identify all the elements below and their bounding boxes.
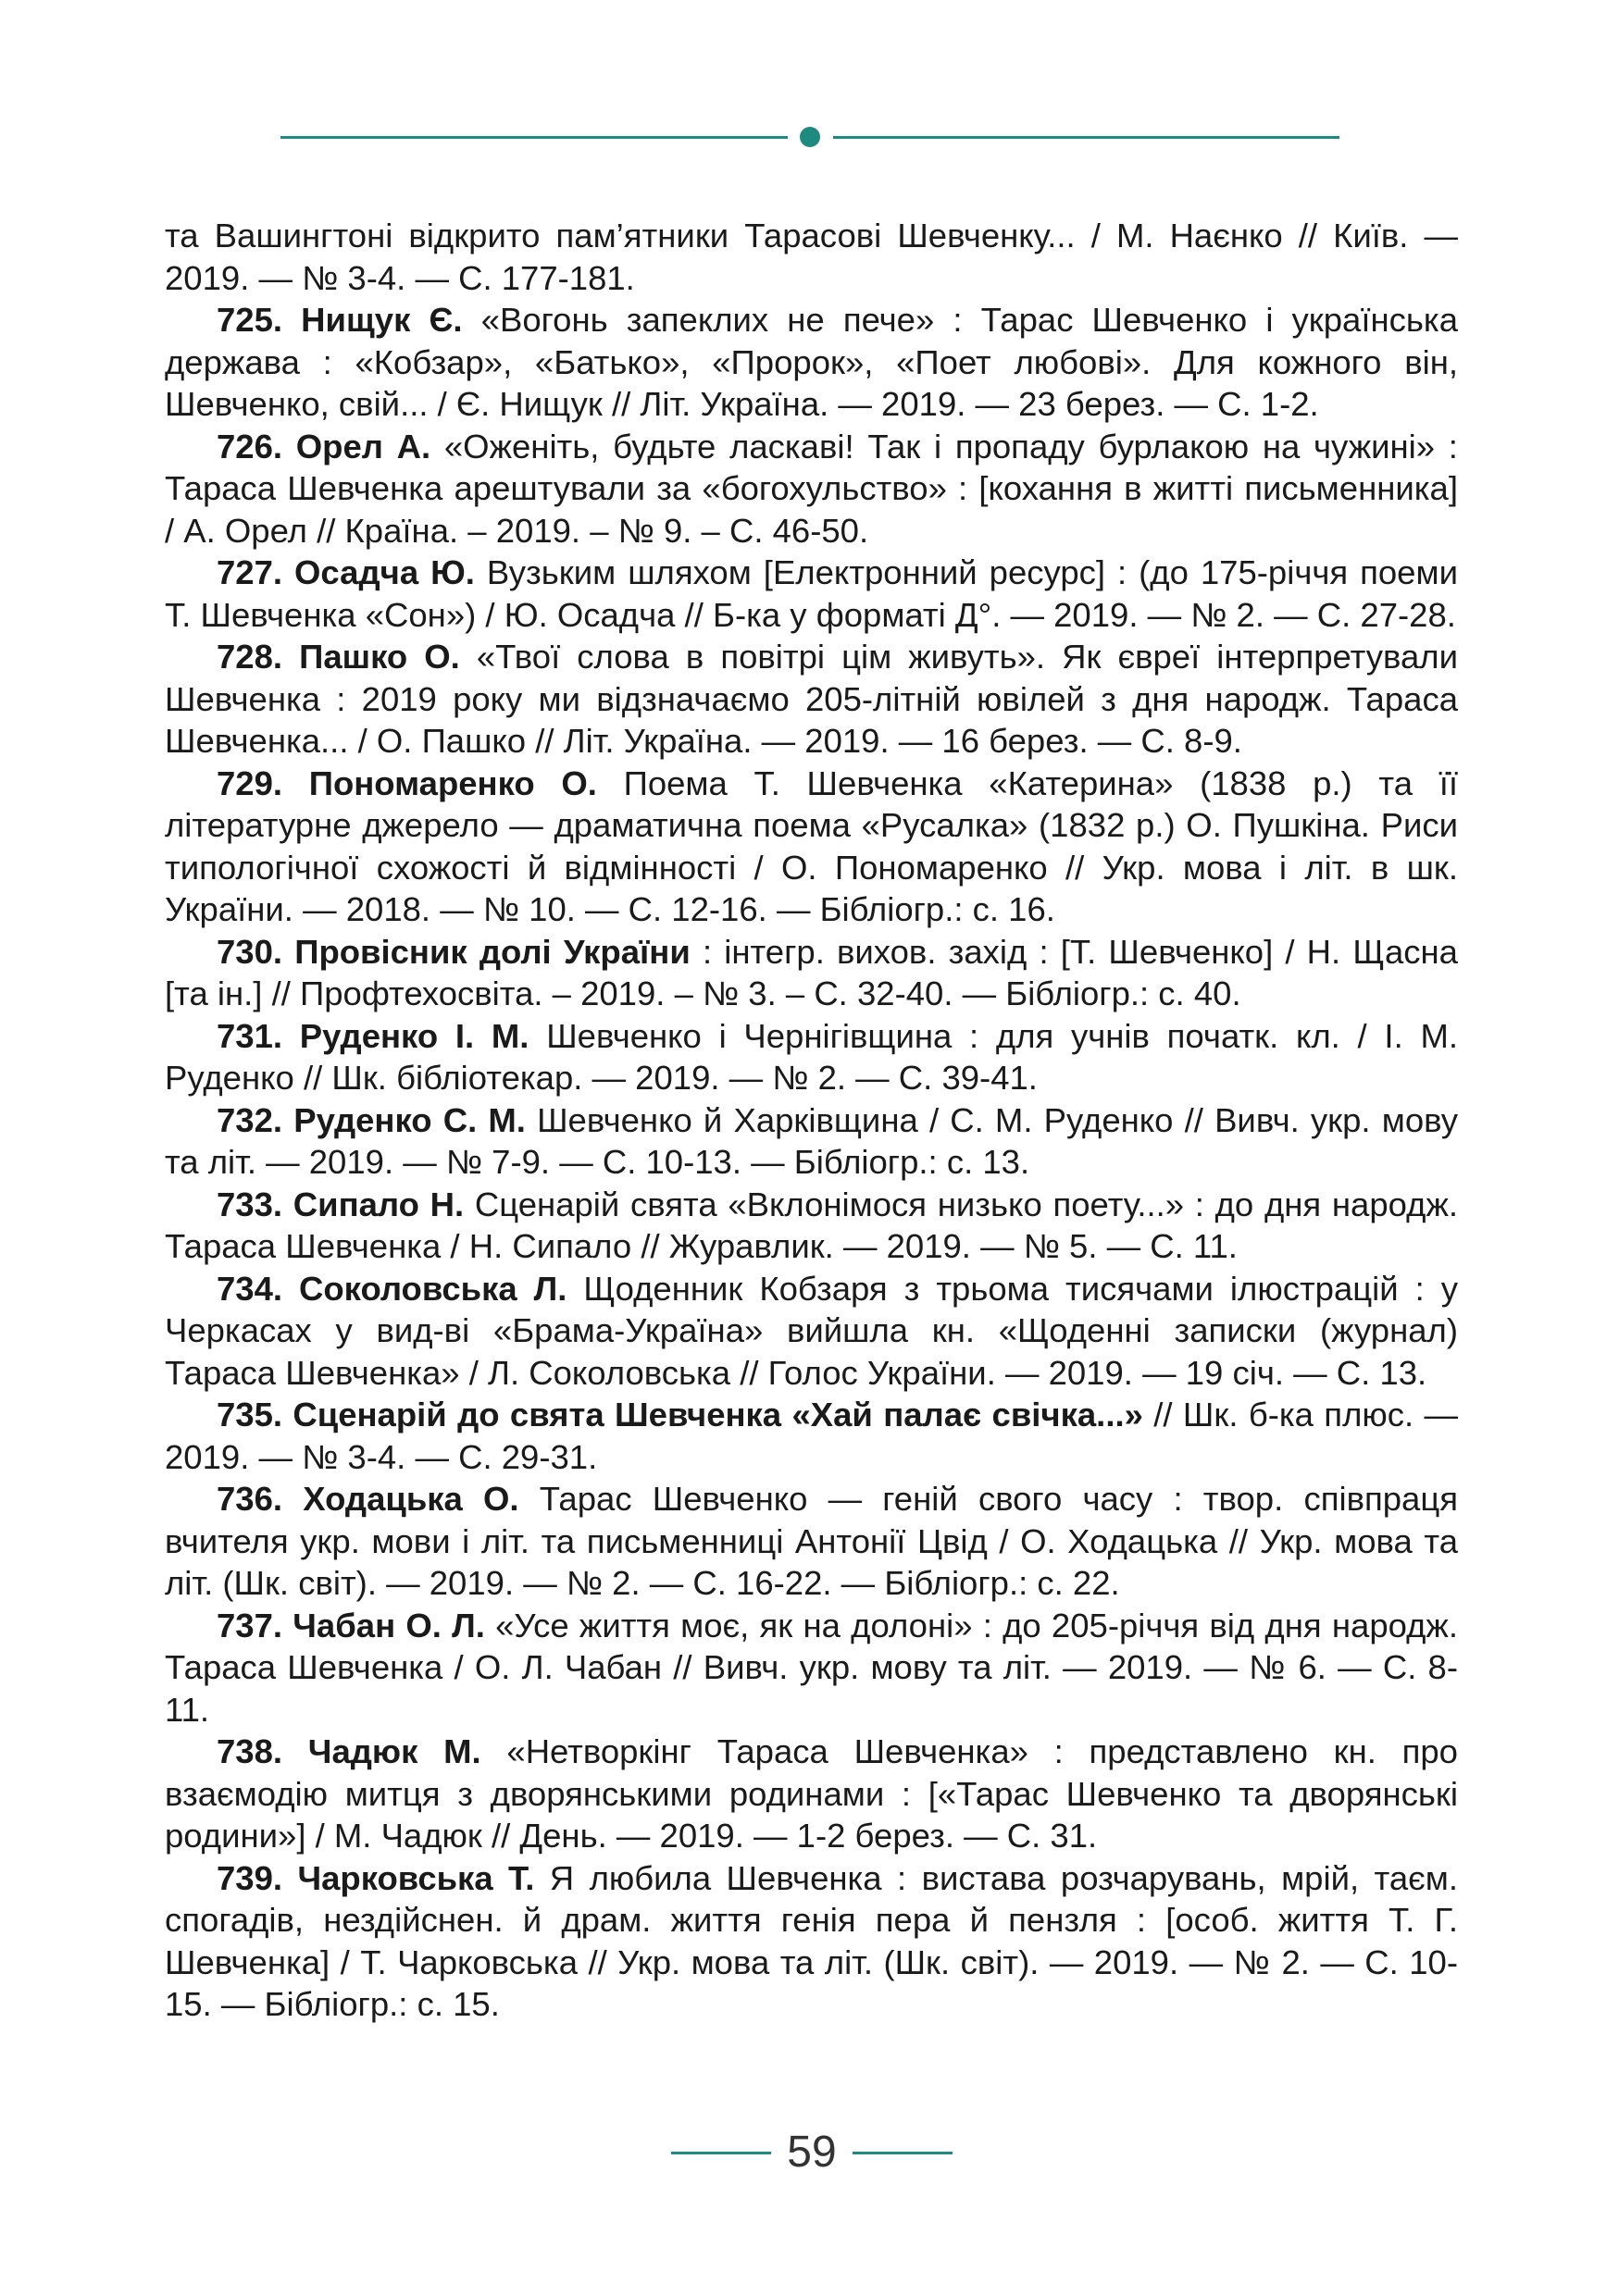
entry-author: Чабан О. Л. xyxy=(293,1606,485,1644)
entry-author: Орел А. xyxy=(295,427,431,465)
bibliography-entry xyxy=(165,763,1458,931)
entry-number: 727. xyxy=(217,553,283,591)
bibliography-entry xyxy=(165,1394,1458,1478)
entry-text: Тарас Шевченко — геній свого часу : твор. співпраця вчителя укр. мови і літ. та письменниці Антонії Цвід / О. Ходацька // Укр. мова та літ. (Шк. світ). — 2019. — № 2. — С. 16-22. — Бібліогр.: с. 22. xyxy=(165,1480,1458,1602)
entry-text: : інтегр. вихов. захід : [Т. Шевченко] / Н. Щасна [та ін.] // Профтехосвіта. – 2019. – № 3. – С. 32-40. — Бібліогр.: с. 40. xyxy=(165,932,1458,1012)
bibliography-list xyxy=(165,215,1458,2026)
entries-container xyxy=(165,299,1458,2026)
bibliography-entry xyxy=(165,931,1458,1015)
entry-text: Шевченко й Харківщина / С. М. Руденко // Вивч. укр. мову та літ. — 2019. — № 7-9. — С. 10-13. — Бібліогр.: с. 13. xyxy=(165,1100,1458,1181)
entry-text: Сценарій свята «Вклонімося низько поету...» : до дня народж. Тараса Шевченка / Н. Сипало // Журавлик. — 2019. — № 5. — С. 11. xyxy=(165,1185,1458,1265)
bibliography-entry xyxy=(165,636,1458,763)
entry-author: Чарковська Т. xyxy=(297,1858,535,1897)
entry-number: 736. xyxy=(217,1480,283,1518)
bibliography-entry xyxy=(165,426,1458,552)
bibliography-entry xyxy=(165,1184,1458,1268)
entry-text: «Усе життя моє, як на долоні» : до 205-річчя від дня народж. Тараса Шевченка / О. Л. Чабан // Вивч. укр. мову та літ. — 2019. — № 6. — С. 8-11. xyxy=(165,1606,1458,1729)
entry-author: Сипало Н. xyxy=(293,1185,465,1223)
entry-text: Шевченко і Чернігівщина : для учнів початк. кл. / І. М. Руденко // Шк. бібліотекар. — 2019. — № 2. — С. 39-41. xyxy=(165,1016,1458,1097)
entry-number: 737. xyxy=(217,1606,283,1644)
continuation-text: та Вашингтоні відкрито пам’ятники Тарасові Шевченку... / М. Наєнко // Київ. — 2019. — № 3-4. — С. 177-181. xyxy=(165,217,1458,297)
entry-number: 726. xyxy=(217,427,283,465)
page-number: 59 xyxy=(787,2128,837,2177)
entry-text: Щоденник Кобзаря з трьома тисячами ілюстрацій : у Черкасах у вид-ві «Брама-Україна» вийшла кн. «Щоденні записки (журнал) Тараса Шевченка» / Л. Соколовська // Голос України. — 2019. — 19 січ. — С. 13. xyxy=(165,1269,1458,1392)
entry-number: 729. xyxy=(217,763,283,802)
entry-text: «Нетворкінг Тараса Шевченка» : представлено кн. про взаємодію митця з дворянськими родинами : [«Тарас Шевченко та дворянські родини»] / М. Чадюк // День. — 2019. — 1-2 берез. — С. 31. xyxy=(165,1732,1458,1855)
entry-number: 735. xyxy=(217,1396,283,1433)
entry-number: 739. xyxy=(217,1858,283,1897)
bibliography-entry xyxy=(165,552,1458,636)
header-dot-ornament xyxy=(800,127,820,147)
entry-author: Сценарій до свята Шевченка «Хай палає свічка...» xyxy=(293,1396,1143,1433)
bibliography-entry xyxy=(165,1268,1458,1395)
entry-author: Руденко С. М. xyxy=(293,1100,526,1139)
entry-number: 731. xyxy=(217,1016,283,1055)
header-rule-left xyxy=(280,136,788,139)
entry-author: Осадча Ю. xyxy=(294,553,475,591)
bibliography-entry xyxy=(165,1857,1458,2026)
header-rule-right xyxy=(833,136,1339,139)
entry-text: «Оженіть, будьте ласкаві! Так і пропаду бурлакою на чужині» : Тараса Шевченка арештували за «богохульство» : [кохання в житті письменника] / А. Орел // Країна. – 2019. – № 9. – С. 46-50. xyxy=(165,427,1458,550)
entry-number: 732. xyxy=(217,1100,283,1139)
footer-rule-left xyxy=(671,2152,771,2154)
bibliography-entry xyxy=(165,299,1458,426)
entry-number: 725. xyxy=(217,301,283,339)
entry-number: 728. xyxy=(217,638,283,676)
entry-number: 738. xyxy=(217,1732,283,1770)
entry-author: Нищук Є. xyxy=(301,301,463,339)
entry-author: Провісник долі України xyxy=(294,932,691,971)
entry-author: Ходацька О. xyxy=(303,1480,519,1518)
entry-number: 733. xyxy=(217,1185,283,1223)
entry-author: Соколовська Л. xyxy=(299,1269,567,1308)
entry-author: Пашко О. xyxy=(299,638,460,676)
entry-author: Руденко І. М. xyxy=(299,1016,529,1055)
entry-text: «Вогонь запеклих не пече» : Тарас Шевченко і українська держава : «Кобзар», «Батько», «Пророк», «Поет любові». Для кожного він, Шевченко, свій... / Є. Нищук // Літ. Україна. — 2019. — 23 берез. — С. 1-2. xyxy=(165,301,1458,423)
entry-number: 730. xyxy=(217,932,283,971)
entry-text: «Твої слова в повітрі цім живуть». Як євреї інтерпретували Шевченка : 2019 року ми відзначаємо 205-літній ювілей з дня народж. Тараса Шевченка... / О. Пашко // Літ. Україна. — 2019. — 16 берез. — С. 8-9. xyxy=(165,638,1458,760)
entry-number: 734. xyxy=(217,1269,283,1308)
entry-text: Вузьким шляхом [Електронний ресурс] : (до 175-річчя поеми Т. Шевченка «Сон») / Ю. Осадча // Б-ка у форматі Д°. — 2019. — № 2. — С. 27-28. xyxy=(165,553,1458,634)
entry-author: Пономаренко О. xyxy=(308,763,597,802)
entry-author: Чадюк М. xyxy=(307,1732,481,1770)
bibliography-entry xyxy=(165,1605,1458,1731)
footer-rule-right xyxy=(853,2152,953,2154)
bibliography-entry xyxy=(165,1099,1458,1184)
entry-text: Я любила Шевченка : вистава розчарувань, мрій, таєм. спогадів, нездійснен. й драм. життя генія пера й пензля : [особ. життя Т. Г. Шевченка] / Т. Чарковська // Укр. мова та літ. (Шк. світ). — 2019. — № 2. — С. 10-15. — Бібліогр.: с. 15. xyxy=(165,1858,1458,2023)
entry-text: Поема Т. Шевченка «Катерина» (1838 р.) та її літературне джерело — драматична поема «Русалка» (1832 р.) О. Пушкіна. Риси типологічної схожості й відмінності / О. Пономаренко // Укр. мова і літ. в шк. України. — 2018. — № 10. — С. 12-16. — Бібліогр.: с. 16. xyxy=(165,763,1458,928)
bibliography-entry xyxy=(165,1478,1458,1605)
entry-text: // Шк. б-ка плюс. — 2019. — № 3-4. — С. 29-31. xyxy=(165,1396,1458,1476)
bibliography-entry xyxy=(165,1731,1458,1857)
bibliography-entry xyxy=(165,1015,1458,1099)
